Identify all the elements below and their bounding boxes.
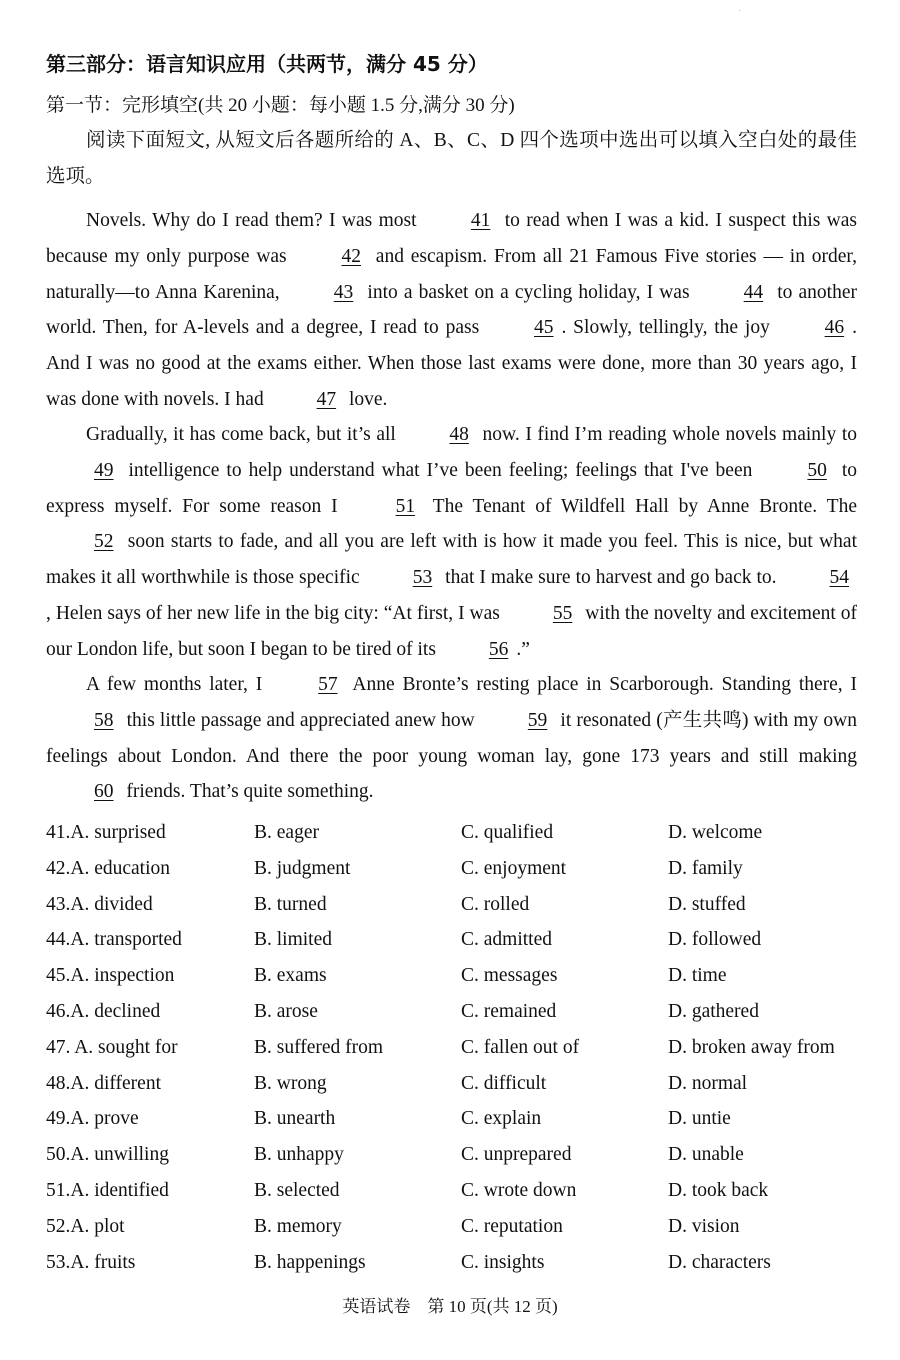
option-c[interactable]: C. difficult — [461, 1072, 547, 1094]
option-a[interactable] — [46, 1173, 169, 1209]
passage-text: love. — [344, 388, 388, 410]
question-number: 42. — [46, 857, 71, 879]
question-47-options — [46, 1030, 857, 1066]
option-d[interactable]: D. untie — [668, 1108, 731, 1130]
option-b[interactable]: B. unhappy — [254, 1144, 344, 1166]
passage-text: this little passage and appreciated anew how — [121, 709, 480, 731]
option-b[interactable]: B. wrong — [254, 1072, 327, 1094]
passage-text: that I make sure to harvest and go back to. — [440, 567, 782, 589]
option-a-text: A. inspection — [70, 965, 175, 987]
option-a[interactable] — [46, 994, 160, 1030]
blank-46[interactable]: 46 — [824, 317, 845, 339]
option-d[interactable]: D. followed — [668, 929, 762, 951]
passage-text: to read when I was a kid. I suspect this was because my only purpose was — [46, 210, 858, 267]
option-b[interactable]: B. judgment — [254, 857, 351, 879]
question-number: 47. — [46, 1036, 75, 1058]
question-number: 46. — [46, 1000, 71, 1022]
question-number: 50. — [46, 1144, 71, 1166]
option-c[interactable]: C. admitted — [461, 929, 552, 951]
option-c[interactable]: C. explain — [461, 1108, 542, 1130]
answer-options — [46, 815, 857, 1280]
question-44-options — [46, 922, 857, 958]
passage-paragraph-1 — [46, 203, 857, 418]
blank-60[interactable]: 60 — [94, 781, 114, 803]
page-footer: 英语试卷 第 10 页(共 12 页) — [342, 1297, 558, 1316]
option-a[interactable] — [46, 922, 182, 958]
option-d[interactable]: D. vision — [668, 1215, 740, 1237]
option-d[interactable]: D. unable — [668, 1144, 744, 1166]
option-a-text: A. divided — [70, 893, 153, 915]
blank-55[interactable]: 55 — [552, 602, 573, 624]
passage-text: Anne Bronte’s resting place in Scarborough. Standing there, I — [345, 674, 857, 695]
passage-text: . And I was no good at the exams either. When those last exams were done, more than 30 years ago, I was done with novels. I had — [46, 317, 857, 410]
passage-text: it resonated (产生共鸣) with my own feelings about London. And there the poor young woman lay, gone 173 years and still making — [46, 709, 857, 767]
option-d[interactable]: D. characters — [668, 1251, 771, 1273]
blank-52[interactable]: 52 — [94, 531, 114, 553]
passage-text: soon starts to fade, and all you are left with is how it made you feel. This is nice, but what makes it all worthwhile is those specific — [46, 531, 857, 589]
option-a-text: A. unwilling — [70, 1144, 169, 1166]
option-c[interactable]: C. wrote down — [461, 1179, 577, 1201]
option-b[interactable]: B. exams — [254, 965, 327, 987]
instructions: 阅读下面短文, 从短文后各题所给的 A、B、C、D 四个选项中选出可以填入空白处的最佳选项。 — [46, 130, 857, 187]
option-b[interactable]: B. arose — [254, 1000, 318, 1022]
blank-50[interactable]: 50 — [807, 459, 827, 481]
blank-48[interactable]: 48 — [449, 424, 469, 445]
blank-53[interactable]: 53 — [412, 567, 433, 589]
option-d[interactable]: D. broken away from — [668, 1036, 835, 1058]
passage-text: The Tenant of Wildfell Hall by Anne Bronte. The — [423, 495, 857, 517]
option-a-text: A. sought for — [74, 1036, 178, 1058]
passage-text: and escapism. From all 21 Famous Five stories — in order, naturally—to Anna Karenina, — [46, 245, 857, 303]
option-c[interactable]: C. reputation — [461, 1215, 563, 1237]
blank-41[interactable]: 41 — [470, 210, 491, 231]
option-d[interactable]: D. stuffed — [668, 893, 746, 915]
blank-54[interactable]: 54 — [829, 567, 849, 589]
option-a[interactable] — [46, 1030, 178, 1066]
passage-text: , Helen says of her new life in the big city: “At first, I was — [46, 602, 505, 624]
option-c[interactable]: C. messages — [461, 965, 558, 987]
option-a-text: A. transported — [70, 929, 182, 951]
option-b[interactable]: B. eager — [254, 822, 319, 843]
blank-59[interactable]: 59 — [527, 709, 548, 731]
blank-47[interactable]: 47 — [316, 388, 337, 410]
blank-43[interactable]: 43 — [333, 281, 354, 303]
option-c[interactable]: C. enjoyment — [461, 857, 567, 879]
question-number: 51. — [46, 1179, 71, 1201]
option-a[interactable] — [46, 1209, 125, 1245]
passage-text: .” — [516, 638, 530, 660]
passage-text: intelligence to help understand what I’ve been feeling; feelings that I've been — [121, 459, 760, 481]
passage-text: . Slowly, tellingly, the joy — [561, 317, 777, 339]
option-a-text: A. plot — [70, 1215, 125, 1237]
question-number: 44. — [46, 929, 71, 951]
question-50-options — [46, 1137, 857, 1173]
option-d[interactable]: D. family — [668, 857, 743, 879]
option-c[interactable]: C. remained — [461, 1000, 557, 1022]
option-d[interactable]: D. welcome — [668, 822, 763, 843]
question-number: 45. — [46, 965, 71, 987]
option-b[interactable]: B. turned — [254, 893, 327, 915]
passage-paragraph-2 — [46, 417, 857, 668]
option-a-text: A. surprised — [70, 822, 166, 843]
option-b[interactable]: B. memory — [254, 1215, 342, 1237]
option-a[interactable] — [46, 1137, 169, 1173]
blank-44[interactable]: 44 — [743, 281, 764, 303]
option-a[interactable] — [46, 851, 170, 887]
option-c[interactable]: C. qualified — [461, 822, 554, 843]
option-a[interactable] — [46, 815, 166, 851]
question-43-options — [46, 887, 857, 923]
blank-49[interactable]: 49 — [94, 459, 114, 481]
question-number: 49. — [46, 1108, 71, 1130]
option-a-text: A. different — [70, 1072, 161, 1094]
passage-text: with the novelty and excitement of our London life, but soon I began to be tired of its — [46, 602, 857, 660]
option-a[interactable] — [46, 1101, 139, 1137]
passage-paragraph-3 — [46, 667, 857, 810]
blank-57[interactable]: 57 — [318, 674, 338, 695]
blank-58[interactable]: 58 — [94, 709, 114, 731]
option-a[interactable] — [46, 1066, 161, 1102]
part-title: 第三部分：语言知识应用（共两节，满分 45 分） — [46, 52, 488, 76]
option-a-text: A. fruits — [70, 1251, 136, 1273]
question-49-options — [46, 1101, 857, 1137]
question-number: 52. — [46, 1215, 71, 1237]
question-41-options — [46, 815, 857, 851]
passage-text: Gradually, it has come back, but it’s all — [86, 424, 402, 445]
blank-42[interactable]: 42 — [341, 245, 361, 267]
passage-text: now. I find I’m reading whole novels mainly to — [476, 424, 857, 445]
option-b[interactable]: B. selected — [254, 1179, 340, 1201]
option-a-text: A. identified — [70, 1179, 169, 1201]
question-number: 41. — [46, 822, 71, 843]
option-c[interactable]: C. unprepared — [461, 1144, 572, 1166]
option-c[interactable]: C. fallen out of — [461, 1036, 580, 1058]
passage-text: into a basket on a cycling holiday, I was — [361, 281, 696, 303]
passage-text: to another world. Then, for A-levels and a degree, I read to pass — [46, 281, 857, 339]
passage-text: A few months later, I — [86, 674, 271, 695]
option-a-text: A. declined — [70, 1000, 161, 1022]
option-d[interactable]: D. took back — [668, 1179, 769, 1201]
blank-45[interactable]: 45 — [534, 317, 554, 339]
question-48-options — [46, 1066, 857, 1102]
question-52-options — [46, 1209, 857, 1245]
scan-speck: · — [738, 6, 742, 17]
passage-text: Novels. Why do I read them? I was most — [86, 210, 423, 231]
option-a-text: A. prove — [70, 1108, 139, 1130]
option-a[interactable] — [46, 887, 153, 923]
option-a-text: A. education — [70, 857, 171, 879]
question-45-options — [46, 958, 857, 994]
question-51-options — [46, 1173, 857, 1209]
option-c[interactable]: C. insights — [461, 1251, 545, 1273]
question-number: 53. — [46, 1251, 71, 1273]
option-a[interactable] — [46, 1245, 135, 1281]
option-b[interactable]: B. unearth — [254, 1108, 336, 1130]
option-b[interactable]: B. suffered from — [254, 1036, 384, 1058]
passage-text: to express myself. For some reason I — [46, 459, 857, 517]
question-46-options — [46, 994, 857, 1030]
option-b[interactable]: B. happenings — [254, 1251, 366, 1273]
option-d[interactable]: D. time — [668, 965, 727, 987]
option-d[interactable]: D. normal — [668, 1072, 748, 1094]
question-number: 43. — [46, 893, 71, 915]
blank-56[interactable]: 56 — [488, 638, 509, 660]
blank-51[interactable]: 51 — [395, 495, 416, 517]
option-a[interactable] — [46, 958, 174, 994]
question-42-options — [46, 851, 857, 887]
passage-text: friends. That’s quite something. — [121, 781, 374, 803]
question-53-options — [46, 1245, 857, 1281]
option-d[interactable]: D. gathered — [668, 1000, 759, 1022]
option-b[interactable]: B. limited — [254, 929, 332, 951]
option-c[interactable]: C. rolled — [461, 893, 530, 915]
question-number: 48. — [46, 1072, 71, 1094]
section-title: 第一节：完形填空(共 20 小题：每小题 1.5 分,满分 30 分) — [46, 95, 515, 116]
